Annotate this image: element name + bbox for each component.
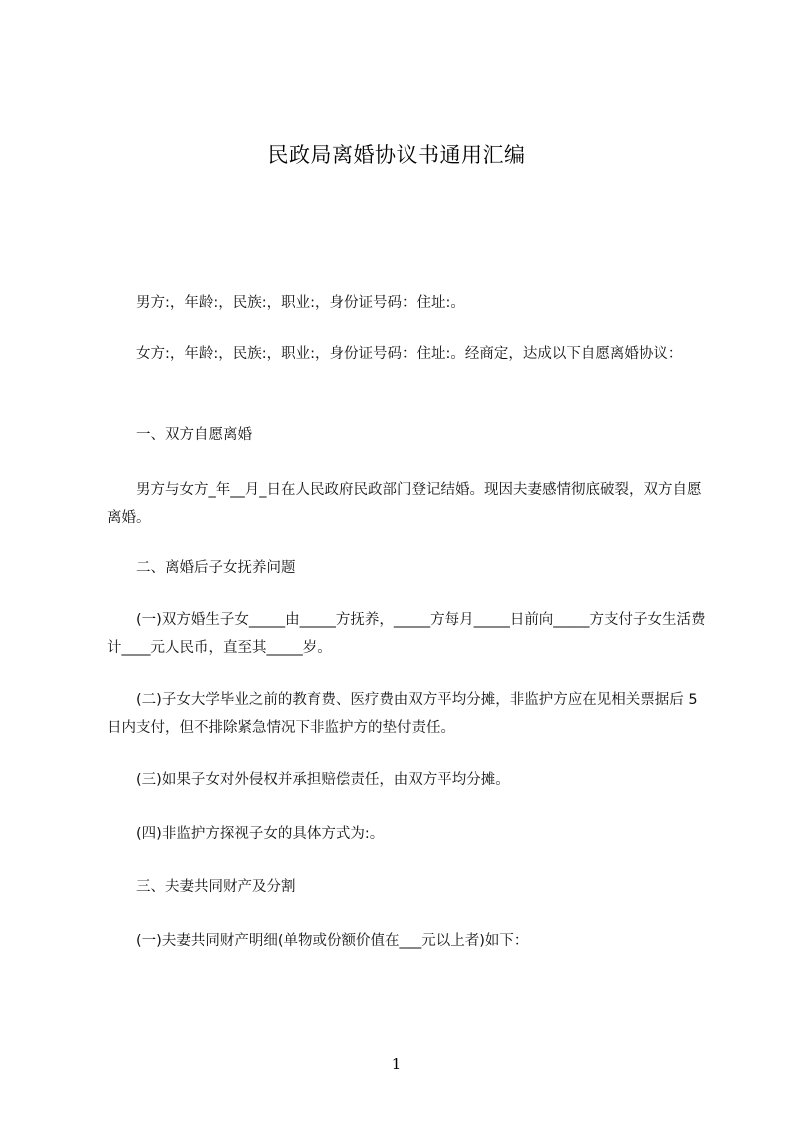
section-heading-1: [107, 421, 707, 449]
paragraph-custody-clause-4: [107, 820, 707, 848]
paragraph-custody-clause-3: [107, 766, 707, 794]
section-heading-text: 三、夫妻共同财产及分割: [136, 879, 296, 895]
page-number: 1: [391, 1055, 402, 1073]
paragraph-male-party: [107, 289, 707, 317]
paragraph-text: (一)夫妻共同财产明细(单物或份额价值在___元以上者)如下：: [136, 933, 529, 949]
section-heading-3: [107, 873, 707, 901]
paragraph-text: (三)如果子女对外侵权并承担赔偿责任，由双方平均分摊。: [136, 772, 510, 788]
paragraph-custody-clause-1: [107, 606, 707, 662]
paragraph-custody-clause-2: [107, 686, 707, 742]
paragraph-marriage-registration: [107, 476, 707, 532]
section-heading-text: 一、双方自愿离婚: [136, 427, 252, 443]
paragraph-text: (四)非监护方探视子女的具体方式为:。: [136, 826, 385, 842]
paragraph-property-clause-1: [107, 927, 707, 955]
section-heading-2: [107, 554, 707, 582]
paragraph-text: 男方与女方_年__月_日在人民政府民政部门登记结婚。现因夫妻感情彻底破裂，双方自愿离婚。: [107, 482, 702, 526]
paragraph-text: (二)子女大学毕业之前的教育费、医疗费由双方平均分摊，非监护方应在见相关票据后 5 日内支付，但不排除紧急情况下非监护方的垫付责任。: [107, 692, 698, 736]
paragraph-text: 男方:，年龄:，民族:，职业:，身份证号码：住址:。: [136, 295, 465, 311]
paragraph-female-party: [107, 340, 707, 368]
paragraph-text: (一)双方婚生子女_____由_____方抚养，_____方每月_____日前向_____方支付子女生活费计____元人民币，直至其_____岁。: [107, 612, 706, 656]
section-heading-text: 二、离婚后子女抚养问题: [136, 560, 296, 576]
paragraph-text: 女方:，年龄:，民族:，职业:，身份证号码：住址:。经商定，达成以下自愿离婚协议：: [136, 346, 683, 362]
document-title: 民政局离婚协议书通用汇编: [267, 143, 526, 167]
